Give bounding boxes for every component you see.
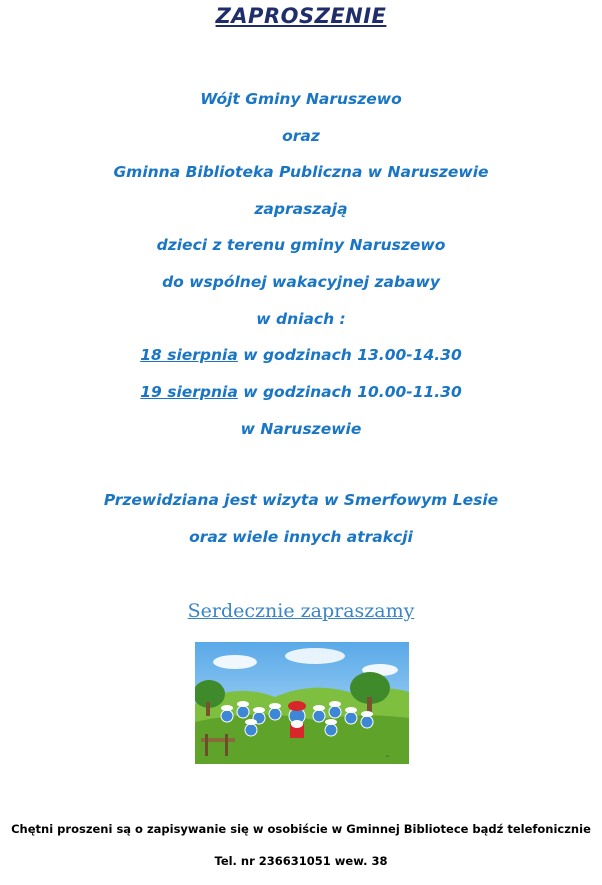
invitation-line-wojt: Wójt Gminy Naruszewo	[200, 90, 402, 108]
invitation-line-attractions: oraz wiele innych atrakcji	[189, 528, 413, 546]
date-line-1	[0, 346, 602, 364]
invitation-line-place: w Naruszewie	[240, 420, 362, 438]
invitation-line-children: dzieci z terenu gminy Naruszewo	[156, 236, 446, 254]
svg-text:~: ~	[385, 753, 391, 760]
invitation-line-visit: Przewidziana jest wizyta w Smerfowym Lesie	[103, 491, 499, 509]
date-2-hours: w godzinach 10.00-11.30	[237, 383, 462, 401]
date-2: 19 sierpnia	[140, 383, 238, 401]
invitation-line-zapraszaja: zapraszają	[254, 200, 348, 218]
invitation-line-fun: do wspólnej wakacyjnej zabawy	[162, 273, 440, 291]
invitation-line-oraz: oraz	[282, 127, 320, 145]
invitation-line-days: w dniach :	[256, 310, 346, 328]
closing-greeting: Serdecznie zapraszamy	[187, 600, 415, 622]
date-line-2	[0, 383, 602, 401]
invitation-line-library: Gminna Biblioteka Publiczna w Naruszewie	[113, 163, 489, 181]
signup-info: Chętni proszeni są o zapisywanie się w osobiście w Gminnej Bibliotece bądź telefonicznie	[11, 822, 591, 836]
page-title: ZAPROSZENIE	[215, 4, 387, 28]
date-1: 18 sierpnia	[140, 346, 238, 364]
date-1-hours: w godzinach 13.00-14.30	[237, 346, 462, 364]
phone-info: Tel. nr 236631051 wew. 38	[214, 854, 388, 868]
smurfs-illustration	[195, 642, 409, 764]
